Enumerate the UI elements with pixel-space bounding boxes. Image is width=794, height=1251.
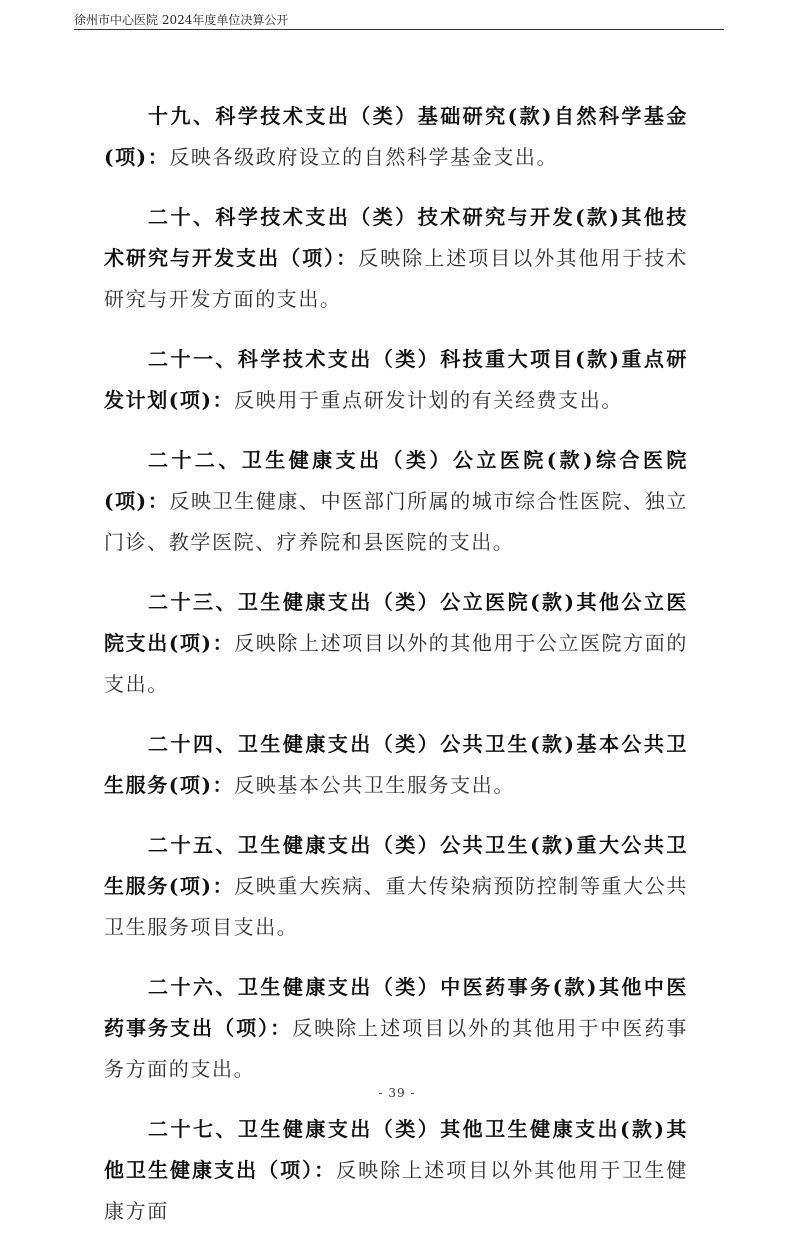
paragraph-26 xyxy=(104,967,688,1090)
paragraph-22 xyxy=(104,440,688,563)
paragraph-25 xyxy=(104,825,688,948)
item-description: 反映用于重点研发计划的有关经费支出。 xyxy=(234,388,623,412)
item-description: 反映重大疾病、重大传染病预防控制等重大公共卫生服务项目支出。 xyxy=(104,874,688,939)
item-description: 反映除上述项目以外的其他用于中医药事务方面的支出。 xyxy=(104,1016,688,1081)
page-number: - 39 - xyxy=(378,1086,416,1100)
paragraph-24 xyxy=(104,724,688,806)
item-description: 反映除上述项目以外其他用于技术研究与开发方面的支出。 xyxy=(104,246,689,311)
item-term: 二十五、卫生健康支出（类）公共卫生(款)重大公共卫生服务(项)： xyxy=(104,833,688,898)
item-description: 反映除上述项目以外的其他用于公立医院方面的支出。 xyxy=(104,631,688,696)
item-description: 反映卫生健康、中医部门所属的城市综合性医院、独立门诊、教学医院、疗养院和县医院的支出。 xyxy=(104,489,689,554)
item-description: 反映基本公共卫生服务支出。 xyxy=(234,773,515,797)
item-term: 二十七、卫生健康支出（类）其他卫生健康支出(款)其他卫生健康支出（项）： xyxy=(104,1117,688,1182)
paragraph-21 xyxy=(104,339,688,421)
paragraph-19 xyxy=(104,96,688,178)
item-term: 十九、科学技术支出（类）基础研究(款)自然科学基金(项)： xyxy=(104,104,688,169)
item-term: 二十一、科学技术支出（类）科技重大项目(款)重点研发计划(项)： xyxy=(104,347,688,412)
item-term: 二十二、卫生健康支出（类）公立医院(款)综合医院(项)： xyxy=(104,448,688,513)
paragraph-23 xyxy=(104,582,688,705)
document-title: 徐州市中心医院 2024年度单位决算公开 xyxy=(74,13,289,27)
item-description: 反映各级政府设立的自然科学基金支出。 xyxy=(169,145,559,169)
item-term: 二十四、卫生健康支出（类）公共卫生(款)基本公共卫生服务(项)： xyxy=(104,732,688,797)
item-term: 二十、科学技术支出（类）技术研究与开发(款)其他技术研究与开发支出（项）： xyxy=(104,205,688,270)
paragraph-20 xyxy=(104,197,688,320)
item-term: 二十六、卫生健康支出（类）中医药事务(款)其他中医药事务支出（项）： xyxy=(104,975,688,1040)
paragraph-27 xyxy=(104,1109,688,1232)
item-term: 二十三、卫生健康支出（类）公立医院(款)其他公立医院支出(项)： xyxy=(104,590,688,655)
document-body xyxy=(104,96,688,1251)
item-description: 反映除上述项目以外其他用于卫生健康方面 xyxy=(104,1158,688,1223)
running-header xyxy=(74,12,724,30)
